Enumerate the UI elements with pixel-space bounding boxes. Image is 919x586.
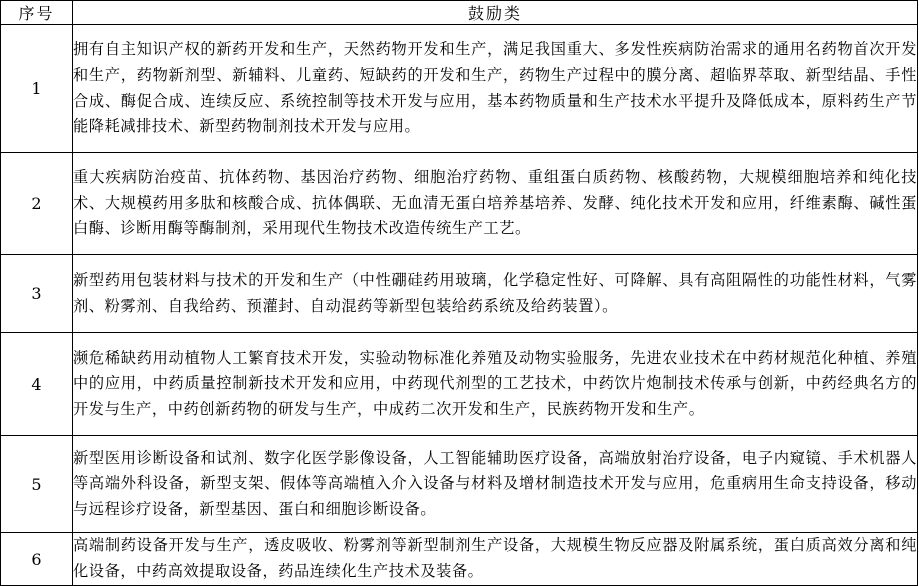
table-row <box>1 153 918 255</box>
row-number: 2 <box>1 153 73 255</box>
table-row <box>1 333 918 436</box>
row-text: 新型药用包装材料与技术的开发和生产（中性硼硅药用玻璃，化学稳定性好、可降解、具有高阻隔性的功能性材料，气雾剂、粉雾剂、自我给药、预灌封、自动混药等新型包装给药系统及给药装置）。 <box>73 255 918 333</box>
row-text: 重大疾病防治疫苗、抗体药物、基因治疗药物、细胞治疗药物、重组蛋白质药物、核酸药物，大规模细胞培养和纯化技术、大规模药用多肽和核酸合成、抗体偶联、无血清无蛋白培养基培养、发酵、纯化技术开发和应用，纤维素酶、碱性蛋白酶、诊断用酶等酶制剂，采用现代生物技术改造传统生产工艺。 <box>73 153 918 255</box>
row-text: 拥有自主知识产权的新药开发和生产，天然药物开发和生产，满足我国重大、多发性疾病防治需求的通用名药物首次开发和生产，药物新剂型、新辅料、儿童药、短缺药的开发和生产，药物生产过程中的膜分离、超临界萃取、新型结晶、手性合成、酶促合成、连续反应、系统控制等技术开发与应用，基本药物质量和生产技术水平提升及降低成本，原料药生产节能降耗减排技术、新型药物制剂技术开发与应用。 <box>73 25 918 153</box>
row-text: 濒危稀缺药用动植物人工繁育技术开发，实验动物标准化养殖及动物实验服务，先进农业技术在中药材规范化种植、养殖中的应用，中药质量控制新技术开发和应用，中药现代剂型的工艺技术，中药饮片炮制技术传承与创新，中药经典名方的开发与生产，中药创新药物的研发与生产，中成药二次开发和生产，民族药物开发和生产。 <box>73 333 918 436</box>
table-row <box>1 255 918 333</box>
row-number: 1 <box>1 25 73 153</box>
row-number: 5 <box>1 436 73 533</box>
table-row <box>1 533 918 586</box>
row-text: 高端制药设备开发与生产，透皮吸收、粉雾剂等新型制剂生产设备，大规模生物反应器及附属系统，蛋白质高效分离和纯化设备，中药高效提取设备，药品连续化生产技术及装备。 <box>73 533 918 586</box>
table-header-row <box>1 1 918 25</box>
table-row <box>1 25 918 153</box>
row-number: 3 <box>1 255 73 333</box>
row-number: 6 <box>1 533 73 586</box>
table-row <box>1 436 918 533</box>
header-serial-number: 序号 <box>1 1 73 25</box>
header-encouraged-category: 鼓励类 <box>73 1 918 25</box>
row-number: 4 <box>1 333 73 436</box>
row-text: 新型医用诊断设备和试剂、数字化医学影像设备，人工智能辅助医疗设备，高端放射治疗设备，电子内窥镜、手术机器人等高端外科设备，新型支架、假体等高端植入介入设备与材料及增材制造技术开发与应用，危重病用生命支持设备，移动与远程诊疗设备，新型基因、蛋白和细胞诊断设备。 <box>73 436 918 533</box>
